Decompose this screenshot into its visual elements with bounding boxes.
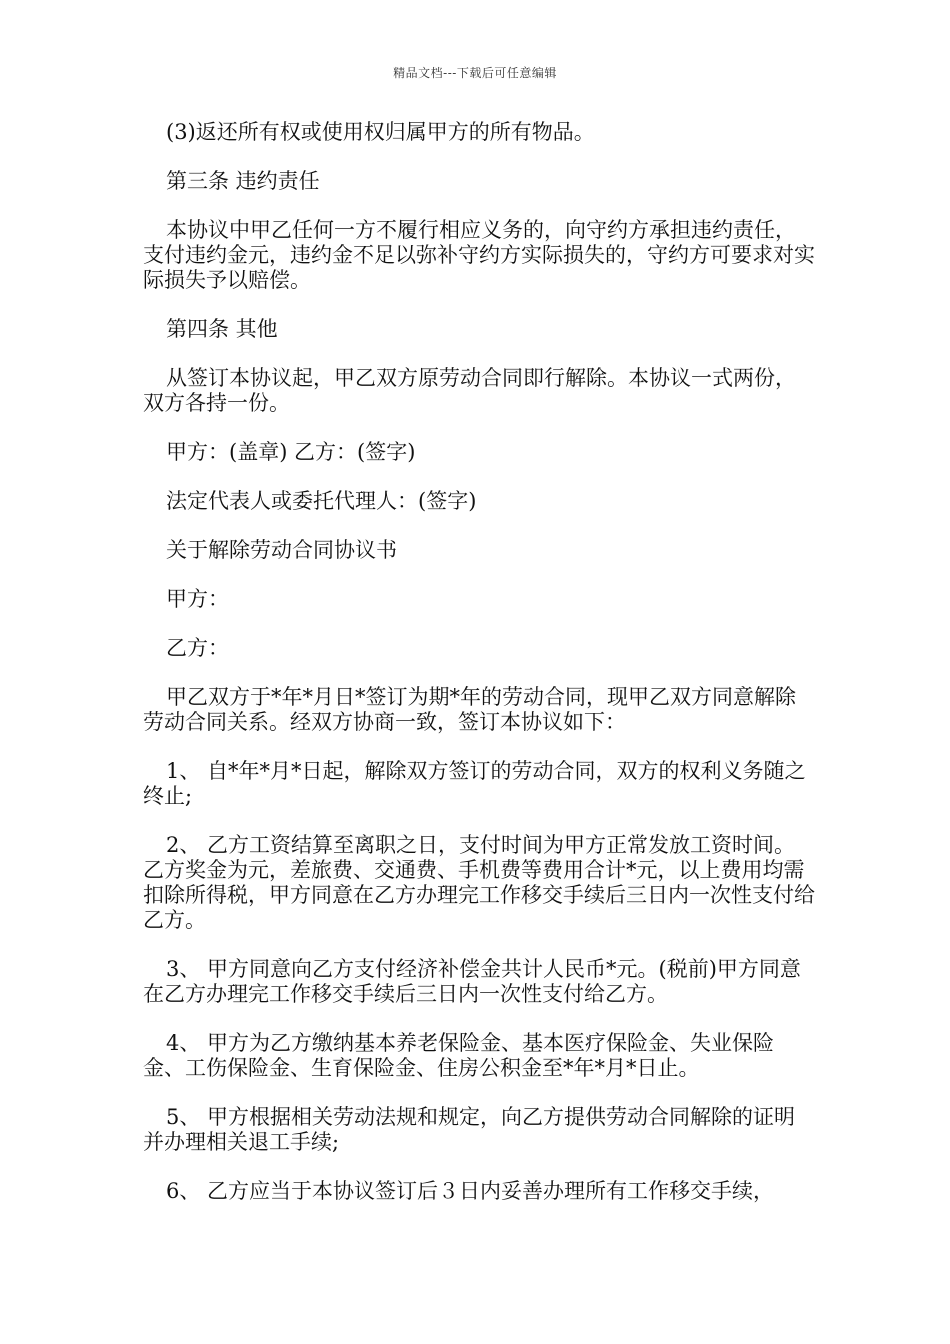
- document-body: [143, 120, 815, 1228]
- heading-article-4: 第四条 其他: [166, 317, 278, 341]
- page-header: 精品文档---下载后可任意编辑: [393, 66, 557, 80]
- clause-1: 1、 自*年*月*日起，解除双方签订的劳动合同，双方的权利义务随之终止;: [143, 759, 806, 808]
- signature-line-representative: 法定代表人或委托代理人：(签字): [166, 489, 477, 513]
- clause-2: 2、 乙方工资结算至离职之日，支付时间为甲方正常发放工资时间。乙方奖金为元，差旅费、交通费、手机费等费用合计*元，以上费用均需扣除所得税，甲方同意在乙方办理完工作移交手续后三日内一次性支付给乙方。: [143, 833, 815, 932]
- signature-line-parties: 甲方：(盖章) 乙方：(签字): [166, 440, 416, 464]
- heading-article-3: 第三条 违约责任: [166, 169, 320, 193]
- party-b-line: 乙方：: [166, 636, 229, 660]
- clause-4: 4、 甲方为乙方缴纳基本养老保险金、基本医疗保险金、失业保险金、工伤保险金、生育保险金、住房公积金至*年*月*日止。: [143, 1031, 775, 1080]
- clause-5: 5、 甲方根据相关劳动法规和规定，向乙方提供劳动合同解除的证明并办理相关退工手续;: [143, 1105, 796, 1154]
- paragraph-other: 从签订本协议起，甲乙双方原劳动合同即行解除。本协议一式两份，双方各持一份。: [143, 366, 796, 415]
- paragraph-return-property: (3)返还所有权或使用权归属甲方的所有物品。: [166, 120, 595, 144]
- clause-3: 3、 甲方同意向乙方支付经济补偿金共计人民币*元。(税前)甲方同意在乙方办理完工作移交手续后三日内一次性支付给乙方。: [143, 957, 801, 1006]
- paragraph-breach-liability: 本协议中甲乙任何一方不履行相应义务的，向守约方承担违约责任，支付违约金元，违约金不足以弥补守约方实际损失的，守约方可要求对实际损失予以赔偿。: [143, 218, 815, 292]
- clause-6: 6、 乙方应当于本协议签订后３日内妥善办理所有工作移交手续，: [166, 1179, 775, 1203]
- party-a-line: 甲方：: [166, 587, 229, 611]
- document-title: 关于解除劳动合同协议书: [166, 538, 397, 562]
- paragraph-intro: 甲乙双方于*年*月日*签订为期*年的劳动合同，现甲乙双方同意解除劳动合同关系。经双方协商一致，签订本协议如下：: [143, 685, 796, 734]
